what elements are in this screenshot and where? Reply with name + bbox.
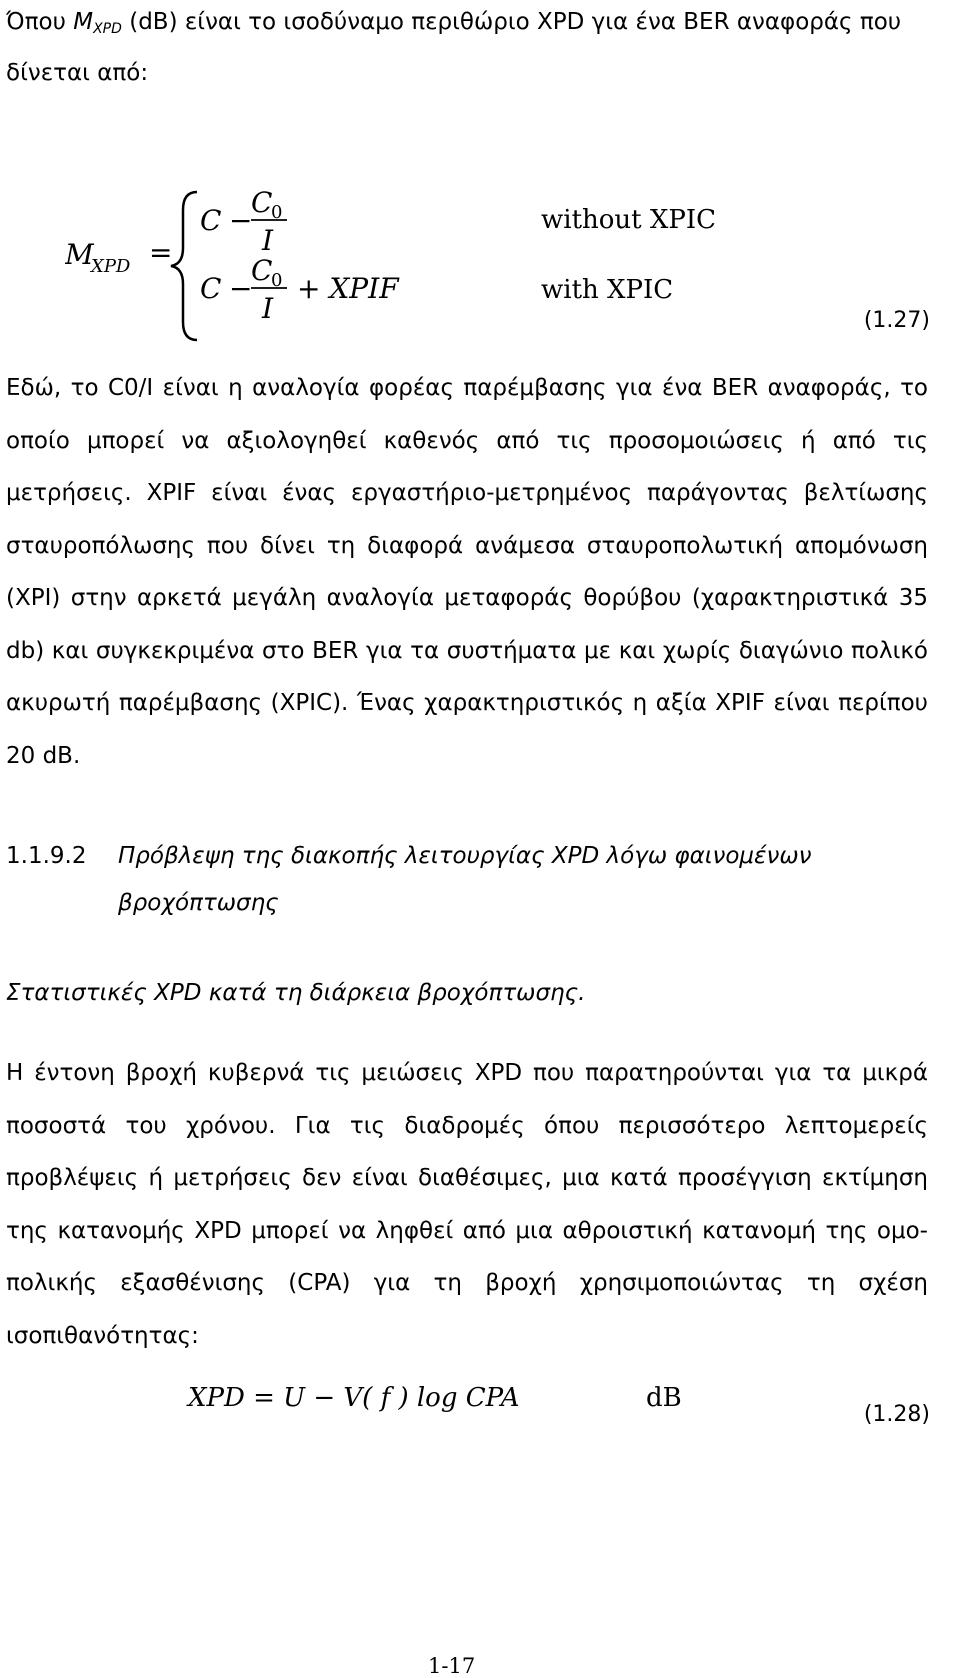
eq1-case1-condition: without XPIC xyxy=(541,205,717,235)
eq1-case2-num: C xyxy=(251,254,273,287)
section-title-line2: βροχόπτωσης xyxy=(118,890,279,916)
eq1-case2-condition: with XPIC xyxy=(541,275,674,305)
eq1-case2-c: C xyxy=(200,272,222,305)
paragraph-1: Εδώ, το C0/I είναι η αναλογία φορέας παρέμβασης για ένα BER αναφοράς, το οποίο μπορεί να αξιολογηθεί καθενός από τις προσομοιώσεις ή από τις μετρήσεις. XPIF είναι ένας εργαστήριο-μετρημένος παράγοντας βελτίωσης σταυροπόλωσης που δίνει τη διαφορά ανάμεσα σταυροπολωτική απομόνωση (XPI) στην αρκετά μεγάλη αναλογία μεταφοράς θορύβου (χαρακτηριστικά 35 db) και συγκεκριμένα στο BER για τα συστήματα με και χωρίς διαγώνιο πολικό ακυρωτή παρέμβασης (XPIC). Ένας χαρακτηριστικός η αξία XPIF είναι περίπου 20 dB. xyxy=(6,375,928,769)
equation-2-number: (1.28) xyxy=(863,1402,930,1427)
section-number: 1.1.9.2 xyxy=(6,843,87,869)
equation-2 xyxy=(188,1383,908,1423)
section-heading xyxy=(6,843,811,869)
eq1-case1-num-sub: 0 xyxy=(271,202,283,223)
eq1-case2-num-sub: 0 xyxy=(271,270,283,291)
equation-1 xyxy=(65,188,885,348)
intro-prefix: Όπου xyxy=(6,9,74,35)
eq1-case1-minus: − xyxy=(229,204,253,237)
paragraph-2: Η έντονη βροχή κυβερνά τις μειώσεις XPD που παρατηρούνται για τα μικρά ποσοστά του χρόνου. Για τις διαδρομές όπου περισσότερο λεπτομερείς προβλέψεις ή μετρήσεις δεν είναι διαθέσιμες, μια κατά προσέγγιση εκτίμηση της κατανομής XPD μπορεί να ληφθεί από μια αθροιστική κατανομή της ομο-πολικής εξασθένισης (CPA) για τη βροχή χρησιμοποιώντας τη σχέση ισοπιθανότητας: xyxy=(6,1060,928,1349)
eq1-case1-den: I xyxy=(262,224,274,257)
eq1-lhs: M xyxy=(65,238,94,271)
eq1-case2-plus: + XPIF xyxy=(297,272,399,305)
eq1-brace xyxy=(171,192,197,340)
intro-symbol: M xyxy=(73,9,94,35)
page-number: 1-17 xyxy=(428,1654,476,1678)
eq1-case2-den: I xyxy=(262,292,274,325)
eq1-equals: = xyxy=(149,236,173,269)
equation-1-number: (1.27) xyxy=(863,308,930,333)
section-title-line1: Πρόβλεψη της διακοπής λειτουργίας XPD λόγω φαινομένων xyxy=(118,843,812,869)
eq1-case2-minus: − xyxy=(229,272,253,305)
eq2-expression: XPD = U − V( f ) log CPA xyxy=(188,1383,520,1413)
intro-symbol-sub: XPD xyxy=(93,21,122,37)
intro-text xyxy=(6,0,926,95)
eq2-unit: dB xyxy=(646,1383,682,1413)
eq1-case1-num: C xyxy=(251,188,273,219)
eq1-case1-c: C xyxy=(200,204,222,237)
intro-suffix: (dB) είναι το ισοδύναμο περιθώριο XPD για ένα BER αναφοράς που δίνεται από: xyxy=(6,9,902,86)
subheading: Στατιστικές XPD κατά τη διάρκεια βροχόπτωσης. xyxy=(6,980,586,1006)
eq1-lhs-sub: XPD xyxy=(91,256,131,277)
